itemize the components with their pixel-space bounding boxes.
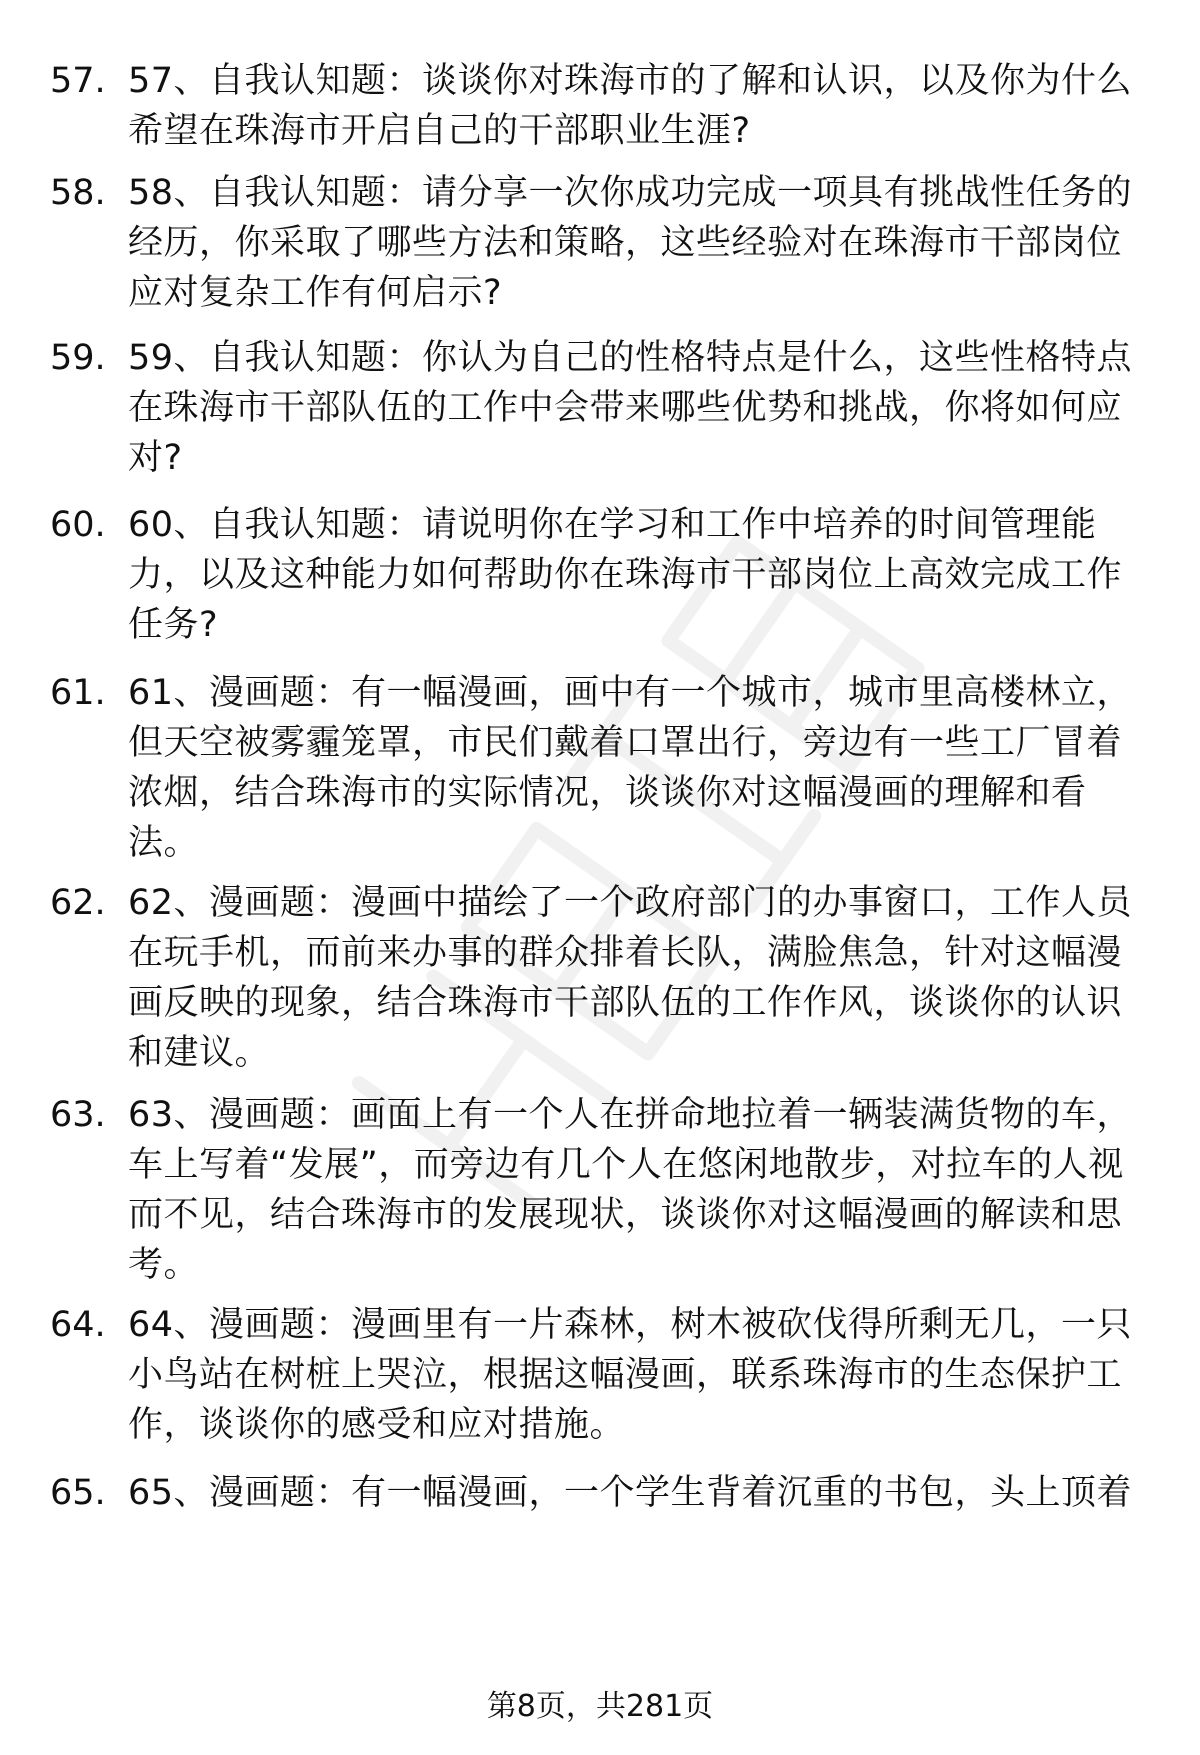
- question-text: 65、漫画题：有一幅漫画，一个学生背着沉重的书包，头上顶着: [128, 1473, 1133, 1513]
- question-text: 62、漫画题：漫画中描绘了一个政府部门的办事窗口，工作人员在玩手机，而前来办事的群众排着长队，满脸焦急，针对这幅漫画反映的现象，结合珠海市干部队伍的工作作风，谈谈你的认识和建议。: [128, 883, 1133, 1073]
- question-number: 65.: [50, 1473, 106, 1513]
- question-number: 61.: [50, 673, 106, 713]
- question-text: 59、自我认知题：你认为自己的性格特点是什么，这些性格特点在珠海市干部队伍的工作中会带来哪些优势和挑战，你将如何应对?: [128, 338, 1133, 478]
- question-text: 64、漫画题：漫画里有一片森林，树木被砍伐得所剩无几，一只小鸟站在树桩上哭泣，根据这幅漫画，联系珠海市的生态保护工作，谈谈你的感受和应对措施。: [128, 1305, 1133, 1445]
- question-number: 57.: [50, 61, 106, 101]
- question-text: 61、漫画题：有一幅漫画，画中有一个城市，城市里高楼林立，但天空被雾霾笼罩，市民们戴着口罩出行，旁边有一些工厂冒着浓烟，结合珠海市的实际情况，谈谈你对这幅漫画的理解和看法。: [128, 673, 1133, 863]
- question-text: 60、自我认知题：请说明你在学习和工作中培养的时间管理能力，以及这种能力如何帮助你在珠海市干部岗位上高效完成工作任务?: [128, 505, 1123, 645]
- question-number: 62.: [50, 883, 106, 923]
- question-number: 64.: [50, 1305, 106, 1345]
- question-text: 57、自我认知题：谈谈你对珠海市的了解和认识，以及你为什么希望在珠海市开启自己的干部职业生涯?: [128, 61, 1133, 151]
- question-text: 63、漫画题：画面上有一个人在拼命地拉着一辆装满货物的车，车上写着“发展”，而旁边有几个人在悠闲地散步，对拉车的人视而不见，结合珠海市的发展现状，谈谈你对这幅漫画的解读和思考。: [128, 1095, 1133, 1285]
- page-footer: 第8页，共281页: [486, 1689, 714, 1724]
- question-number: 60.: [50, 505, 106, 545]
- question-number: 58.: [50, 173, 106, 213]
- question-text: 58、自我认知题：请分享一次你成功完成一项具有挑战性任务的经历，你采取了哪些方法和策略，这些经验对在珠海市干部岗位应对复杂工作有何启示?: [128, 173, 1133, 313]
- question-number: 63.: [50, 1095, 106, 1135]
- question-number: 59.: [50, 338, 106, 378]
